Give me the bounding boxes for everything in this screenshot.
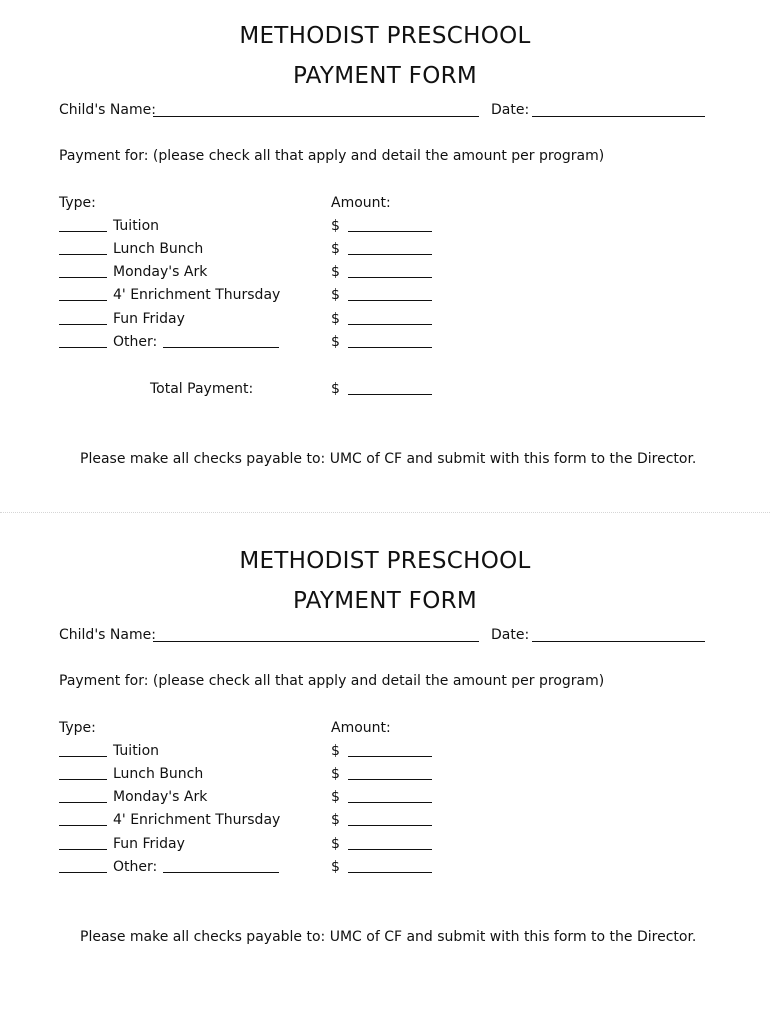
date-field[interactable]	[532, 116, 705, 117]
other-check-blank[interactable]	[59, 347, 107, 348]
payment-for-instructions: Payment for: (please check all that apply and detail the amount per program)	[59, 148, 605, 164]
checks-payable-note: Please make all checks payable to: UMC of CF and submit with this form to the Director.	[80, 929, 697, 945]
child-name-label: Child's Name:	[59, 102, 156, 118]
fun-friday-check-blank[interactable]	[59, 324, 107, 325]
currency-sign: $	[331, 241, 340, 257]
payment-for-instructions: Payment for: (please check all that apply and detail the amount per program)	[59, 673, 605, 689]
mondays-ark-label: Monday's Ark	[113, 264, 208, 280]
child-name-label: Child's Name:	[59, 627, 156, 643]
tuition-label: Tuition	[113, 218, 160, 234]
total-payment-label: Total Payment:	[150, 381, 254, 397]
form-title: METHODIST PRESCHOOL	[239, 23, 531, 49]
amount-header: Amount:	[331, 195, 391, 211]
lunch-bunch-amount-blank[interactable]	[348, 254, 432, 255]
form-subtitle: PAYMENT FORM	[292, 63, 478, 89]
other-label: Other:	[113, 334, 158, 350]
other-amount-blank[interactable]	[348, 872, 432, 873]
currency-sign: $	[331, 743, 340, 759]
mondays-ark-label: Monday's Ark	[113, 789, 208, 805]
enrichment-thursday-label: 4' Enrichment Thursday	[113, 812, 281, 828]
tuition-check-blank[interactable]	[59, 231, 107, 232]
mondays-ark-check-blank[interactable]	[59, 277, 107, 278]
fun-friday-check-blank[interactable]	[59, 849, 107, 850]
form-title: METHODIST PRESCHOOL	[239, 548, 531, 574]
currency-sign: $	[331, 334, 340, 350]
other-description-blank[interactable]	[163, 347, 279, 348]
other-label: Other:	[113, 859, 158, 875]
payment-form-bottom	[0, 525, 770, 1025]
currency-sign: $	[331, 766, 340, 782]
fun-friday-label: Fun Friday	[113, 836, 185, 852]
lunch-bunch-label: Lunch Bunch	[113, 766, 204, 782]
enrichment-thursday-amount-blank[interactable]	[348, 825, 432, 826]
mondays-ark-amount-blank[interactable]	[348, 277, 432, 278]
lunch-bunch-label: Lunch Bunch	[113, 241, 204, 257]
currency-sign: $	[331, 218, 340, 234]
currency-sign: $	[331, 812, 340, 828]
child-name-field[interactable]	[153, 116, 479, 117]
lunch-bunch-check-blank[interactable]	[59, 254, 107, 255]
currency-sign: $	[331, 836, 340, 852]
other-description-blank[interactable]	[163, 872, 279, 873]
currency-sign: $	[331, 264, 340, 280]
lunch-bunch-amount-blank[interactable]	[348, 779, 432, 780]
enrichment-thursday-amount-blank[interactable]	[348, 300, 432, 301]
date-field[interactable]	[532, 641, 705, 642]
mondays-ark-amount-blank[interactable]	[348, 802, 432, 803]
form-subtitle: PAYMENT FORM	[292, 588, 478, 614]
child-name-field[interactable]	[153, 641, 479, 642]
type-header: Type:	[59, 720, 96, 736]
other-check-blank[interactable]	[59, 872, 107, 873]
mondays-ark-check-blank[interactable]	[59, 802, 107, 803]
lunch-bunch-check-blank[interactable]	[59, 779, 107, 780]
total-payment-blank[interactable]	[348, 394, 432, 395]
fun-friday-amount-blank[interactable]	[348, 849, 432, 850]
currency-sign: $	[331, 287, 340, 303]
tuition-amount-blank[interactable]	[348, 231, 432, 232]
date-label: Date:	[491, 102, 530, 118]
enrichment-thursday-label: 4' Enrichment Thursday	[113, 287, 281, 303]
tuition-label: Tuition	[113, 743, 160, 759]
payment-form-top	[0, 0, 770, 500]
currency-sign: $	[331, 311, 340, 327]
enrichment-thursday-check-blank[interactable]	[59, 300, 107, 301]
cut-line-divider	[0, 512, 770, 513]
fun-friday-amount-blank[interactable]	[348, 324, 432, 325]
checks-payable-note: Please make all checks payable to: UMC of CF and submit with this form to the Director.	[80, 451, 697, 467]
type-header: Type:	[59, 195, 96, 211]
currency-sign: $	[331, 859, 340, 875]
date-label: Date:	[491, 627, 530, 643]
tuition-check-blank[interactable]	[59, 756, 107, 757]
tuition-amount-blank[interactable]	[348, 756, 432, 757]
enrichment-thursday-check-blank[interactable]	[59, 825, 107, 826]
currency-sign: $	[331, 789, 340, 805]
amount-header: Amount:	[331, 720, 391, 736]
other-amount-blank[interactable]	[348, 347, 432, 348]
currency-sign: $	[331, 381, 340, 397]
fun-friday-label: Fun Friday	[113, 311, 185, 327]
